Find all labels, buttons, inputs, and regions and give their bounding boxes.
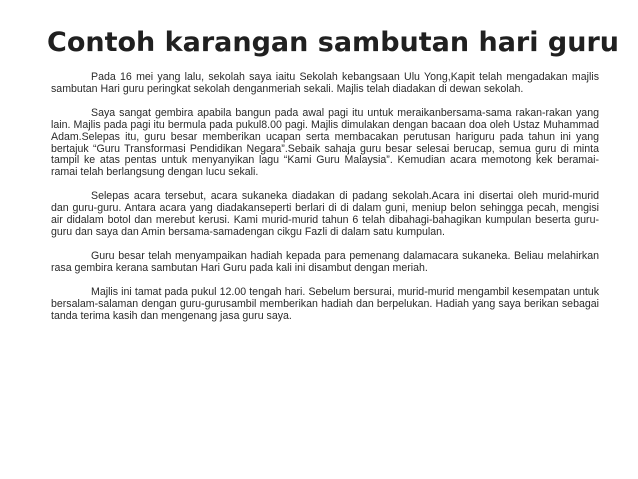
paragraph-1: Pada 16 mei yang lalu, sekolah saya iaitu Sekolah kebangsaan Ulu Yong,Kapit telah mengadakan majlis sambutan Hari guru peringkat sekolah denganmeriah sekali. Majlis telah diadakan di dewan sekolah. (51, 71, 599, 95)
essay-body (51, 72, 599, 322)
paragraph-2: Saya sangat gembira apabila bangun pada awal pagi itu untuk meraikanbersama-sama rakan-rakan yang lain. Majlis pada pagi itu bermula pada pukul8.00 pagi. Majlis dimulakan dengan bacaan doa oleh Ustaz Muhammad Adam.Selepas itu, guru besar memberikan ucapan serta membacakan perutusan hariguru pada tahun ini yang bertajuk “Guru Transformasi Pendidikan Negara”.Sebaik sahaja guru besar selesai berucap, semua guru di minta tampil ke atas pentas untuk menyanyikan lagu “Kami Guru Malaysia”. Kemudian acara memotong kek beramai-ramai telah berlangsung dengan lucu sekali. (51, 106, 599, 179)
paragraph-3: Selepas acara tersebut, acara sukaneka diadakan di padang sekolah.Acara ini disertai oleh murid-murid dan guru-guru. Antara acara yang diadakanseperti berlari di di dalam guni, meniup belon sehingga pecah, mengisi air didalam botol dan merebut kerusi. Kami murid-murid tahun 6 telah dibahagi-bahagikan kumpulan beserta guru-guru dan saya dan Amin bersama-samadengan cikgu Fazli di dalam satu kumpulan. (51, 190, 599, 238)
paragraph-4: Guru besar telah menyampaikan hadiah kepada para pemenang dalamacara sukaneka. Beliau melahirkan rasa gembira kerana sambutan Hari Guru pada kali ini disambut dengan meriah. (51, 249, 599, 274)
paragraph-5: Majlis ini tamat pada pukul 12.00 tengah hari. Sebelum bersurai, murid-murid mengambil kesempatan untuk bersalam-salaman dengan guru-gurusambil memberikan hadiah dan berpelukan. Hadiah yang saya berikan sebagai tanda terima kasih dan mengenang jasa guru saya. (51, 285, 599, 322)
slide-title: Contoh karangan sambutan hari guru (47, 27, 619, 58)
